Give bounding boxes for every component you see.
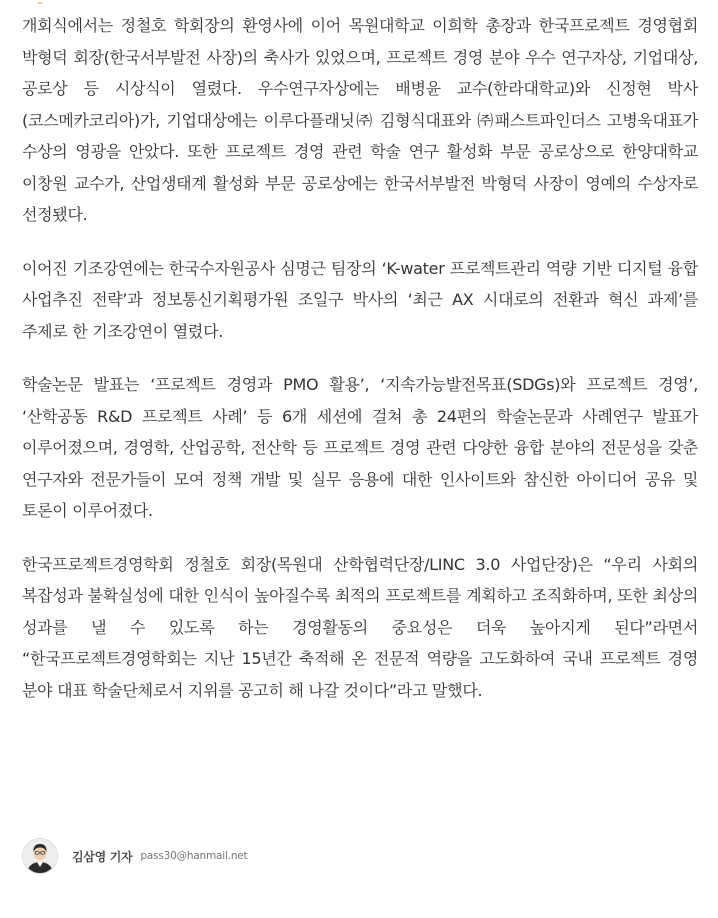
article-paragraph: 이어진 기조강연에는 한국수자원공사 심명근 팀장의 ‘K-water 프로젝트관리 역량 기반 디지털 융합 사업추진 전략’과 정보통신기획평가원 조일구 박사의 ‘최근 AX 시대로의 전환과 혁신 과제’를 주제로 한 기조강연이 열렸다. [22,258,698,341]
reporter-byline [22,837,247,875]
decorative-dot [38,2,42,4]
reporter-name: 김삼영 기자 [72,849,133,864]
avatar [22,838,58,874]
article-paragraph: 학술논문 발표는 ‘프로젝트 경영과 PMO 활용’, ‘지속가능발전목표(SDGs)와 프로젝트 경영’, ‘산학공동 R&D 프로젝트 사례’ 등 6개 세션에 걸쳐 총 24편의 학술논문과 사례연구 발표가 이루어졌으며, 경영학, 산업공학, 전산학 등 프로젝트 경영 관련 다양한 융합 분야의 전문성을 갖춘 연구자와 전문가들이 모여 정책 개발 및 실무 응용에 대한 인사이트와 참신한 아이디어 공유 및 토론이 이루어졌다. [22,375,698,520]
article-body [22,10,698,706]
reporter-email-link[interactable]: pass30@hanmail.net [140,850,248,862]
article-paragraph: 한국프로젝트경영학회 정철호 회장(목원대 산학협력단장/LINC 3.0 사업단장)은 “우리 사회의 복잡성과 불확실성에 대한 인식이 높아질수록 최적의 프로젝트를 계획하고 조직화하며, 또한 최상의 성과를 낼 수 있도록 하는 경영활동의 중요성은 더욱 높아지게 된다”라면서 “한국프로젝트경영학회는 지난 15년간 축적해 온 전문적 역량을 고도화하여 국내 프로젝트 경영 분야 대표 학술단체로서 지위를 공고히 해 나갈 것이다”라고 말했다. [22,554,698,700]
article-paragraph: 개회식에서는 정철호 학회장의 환영사에 이어 목원대학교 이희학 총장과 한국프로젝트 경영협회 박형덕 회장(한국서부발전 사장)의 축사가 있었으며, 프로젝트 경영 분야 우수 연구자상, 기업대상, 공로상 등 시상식이 열렸다. 우수연구자상에는 배병윤 교수(한라대학교)와 신정현 박사(코스메카코리아)가, 기업대상에는 이루다플래닛㈜ 김형식대표와 ㈜패스트파인더스 고병욱대표가 수상의 영광을 안았다. 또한 프로젝트 경영 관련 학술 연구 활성화 부문 공로상으로 한양대학교 이창원 교수가, 산업생태계 활성화 부문 공로상에는 한국서부발전 박형덕 사장이 영예의 수상자로 선정됐다. [22,16,698,224]
reporter-photo-icon [23,839,57,873]
